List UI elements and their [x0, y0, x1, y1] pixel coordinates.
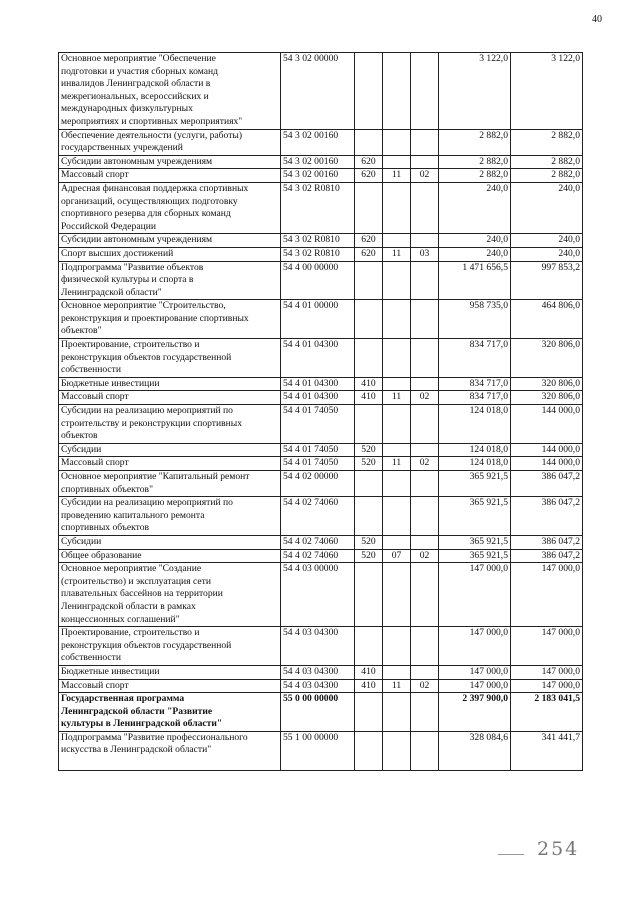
row-code-cell: 54 3 02 R0810 [281, 247, 355, 261]
row-name-cell: Общее образование [59, 549, 281, 563]
row-name-cell: Субсидии [59, 443, 281, 457]
row-expense-type-cell [355, 182, 383, 233]
row-sum-year1-cell: 147 000,0 [439, 627, 511, 666]
row-subsection-cell [411, 377, 439, 391]
row-subsection-cell [411, 471, 439, 497]
table-row [59, 129, 583, 155]
row-sum-year1-cell: 124 018,0 [439, 443, 511, 457]
row-section-cell [383, 405, 411, 444]
row-sum-year2-cell: 144 000,0 [511, 405, 583, 444]
row-code-cell: 55 0 00 00000 [281, 693, 355, 732]
row-name-cell: Массовый спорт [59, 391, 281, 405]
row-sum-year1-cell: 2 882,0 [439, 129, 511, 155]
row-section-cell [383, 563, 411, 627]
row-code-cell: 54 4 01 74050 [281, 457, 355, 471]
row-subsection-cell [411, 234, 439, 248]
row-sum-year2-cell: 2 882,0 [511, 169, 583, 183]
row-code-cell: 55 1 00 00000 [281, 731, 355, 770]
row-name-cell: Массовый спорт [59, 679, 281, 693]
row-code-cell: 54 4 01 04300 [281, 377, 355, 391]
row-section-cell [383, 53, 411, 130]
row-expense-type-cell [355, 627, 383, 666]
table-row [59, 731, 583, 770]
row-expense-type-cell: 620 [355, 169, 383, 183]
row-code-cell: 54 4 03 04300 [281, 665, 355, 679]
table-row [59, 549, 583, 563]
table-row [59, 339, 583, 378]
row-sum-year2-cell: 240,0 [511, 182, 583, 233]
row-subsection-cell: 02 [411, 549, 439, 563]
row-section-cell [383, 182, 411, 233]
row-subsection-cell: 02 [411, 679, 439, 693]
row-sum-year2-cell: 386 047,2 [511, 471, 583, 497]
table-row [59, 679, 583, 693]
table-row [59, 405, 583, 444]
row-subsection-cell [411, 665, 439, 679]
row-code-cell: 54 4 01 74050 [281, 443, 355, 457]
row-sum-year2-cell: 386 047,2 [511, 497, 583, 536]
row-section-cell [383, 665, 411, 679]
row-sum-year1-cell: 147 000,0 [439, 563, 511, 627]
row-name-cell: Субсидии [59, 535, 281, 549]
row-expense-type-cell: 410 [355, 377, 383, 391]
row-sum-year2-cell: 2 183 041,5 [511, 693, 583, 732]
row-sum-year1-cell: 124 018,0 [439, 457, 511, 471]
row-section-cell: 07 [383, 549, 411, 563]
row-sum-year1-cell: 834 717,0 [439, 391, 511, 405]
page-number: 40 [592, 14, 602, 25]
row-code-cell: 54 4 03 04300 [281, 627, 355, 666]
row-sum-year2-cell: 320 806,0 [511, 377, 583, 391]
row-code-cell: 54 3 02 00160 [281, 129, 355, 155]
row-section-cell [383, 627, 411, 666]
row-name-cell: Субсидии автономным учреждениям [59, 234, 281, 248]
row-sum-year1-cell: 365 921,5 [439, 471, 511, 497]
row-name-cell: Бюджетные инвестиции [59, 377, 281, 391]
row-subsection-cell [411, 563, 439, 627]
table-row [59, 53, 583, 130]
row-code-cell: 54 3 02 00160 [281, 155, 355, 169]
row-subsection-cell [411, 627, 439, 666]
row-sum-year2-cell: 240,0 [511, 234, 583, 248]
row-subsection-cell [411, 405, 439, 444]
page-stamp: 254 [537, 838, 580, 860]
row-sum-year2-cell: 2 882,0 [511, 155, 583, 169]
row-subsection-cell: 02 [411, 169, 439, 183]
row-code-cell: 54 4 00 00000 [281, 261, 355, 300]
row-name-cell: Субсидии на реализацию мероприятий по проведению капитального ремонта спортивных объектов [59, 497, 281, 536]
row-code-cell: 54 4 03 00000 [281, 563, 355, 627]
row-expense-type-cell [355, 563, 383, 627]
row-subsection-cell: 03 [411, 247, 439, 261]
row-name-cell: Государственная программа Ленинградской области "Развитие культуры в Ленинградской области" [59, 693, 281, 732]
row-sum-year1-cell: 240,0 [439, 182, 511, 233]
stamp-underline [498, 854, 524, 855]
row-expense-type-cell: 620 [355, 234, 383, 248]
row-name-cell: Основное мероприятие "Капитальный ремонт спортивных объектов" [59, 471, 281, 497]
row-expense-type-cell: 620 [355, 155, 383, 169]
row-section-cell [383, 731, 411, 770]
table-row [59, 471, 583, 497]
table-row [59, 627, 583, 666]
row-section-cell [383, 300, 411, 339]
row-sum-year1-cell: 147 000,0 [439, 665, 511, 679]
row-code-cell: 54 4 01 04300 [281, 391, 355, 405]
row-sum-year1-cell: 240,0 [439, 247, 511, 261]
budget-table [58, 52, 583, 771]
row-expense-type-cell [355, 129, 383, 155]
table-row [59, 457, 583, 471]
row-code-cell: 54 3 02 R0810 [281, 182, 355, 233]
row-section-cell [383, 339, 411, 378]
row-name-cell: Спорт высших достижений [59, 247, 281, 261]
row-section-cell [383, 497, 411, 536]
row-sum-year1-cell: 2 397 900,0 [439, 693, 511, 732]
row-sum-year1-cell: 328 084,6 [439, 731, 511, 770]
row-subsection-cell [411, 497, 439, 536]
row-section-cell [383, 234, 411, 248]
row-code-cell: 54 3 02 00000 [281, 53, 355, 130]
row-section-cell: 11 [383, 247, 411, 261]
row-sum-year2-cell: 144 000,0 [511, 443, 583, 457]
row-name-cell: Основное мероприятие "Создание (строительство) и эксплуатация сети плавательных бассейнов на территории Ленинградской области в рамках концессионных соглашений" [59, 563, 281, 627]
row-subsection-cell [411, 155, 439, 169]
row-code-cell: 54 4 02 74060 [281, 549, 355, 563]
row-sum-year1-cell: 147 000,0 [439, 679, 511, 693]
row-sum-year2-cell: 147 000,0 [511, 679, 583, 693]
row-section-cell [383, 443, 411, 457]
row-subsection-cell: 02 [411, 391, 439, 405]
table-body [59, 53, 583, 771]
row-sum-year2-cell: 320 806,0 [511, 339, 583, 378]
table-row [59, 169, 583, 183]
row-section-cell [383, 471, 411, 497]
row-sum-year2-cell: 147 000,0 [511, 627, 583, 666]
row-section-cell [383, 129, 411, 155]
table-row [59, 300, 583, 339]
row-name-cell: Адресная финансовая поддержка спортивных организаций, осуществляющих подготовку спортивного резерва для сборных команд Российской Федерации [59, 182, 281, 233]
row-code-cell: 54 4 01 74050 [281, 405, 355, 444]
row-sum-year1-cell: 365 921,5 [439, 549, 511, 563]
table-row [59, 261, 583, 300]
row-name-cell: Подпрограмма "Развитие объектов физической культуры и спорта в Ленинградской области" [59, 261, 281, 300]
row-sum-year2-cell: 341 441,7 [511, 731, 583, 770]
table-row [59, 182, 583, 233]
row-sum-year1-cell: 3 122,0 [439, 53, 511, 130]
row-name-cell: Проектирование, строительство и реконструкция объектов государственной собственности [59, 627, 281, 666]
row-sum-year1-cell: 2 882,0 [439, 169, 511, 183]
row-sum-year2-cell: 386 047,2 [511, 549, 583, 563]
row-code-cell: 54 4 02 00000 [281, 471, 355, 497]
row-sum-year2-cell: 147 000,0 [511, 665, 583, 679]
row-sum-year2-cell: 240,0 [511, 247, 583, 261]
row-sum-year2-cell: 464 806,0 [511, 300, 583, 339]
table-row [59, 155, 583, 169]
row-sum-year2-cell: 147 000,0 [511, 563, 583, 627]
row-subsection-cell [411, 261, 439, 300]
row-name-cell: Субсидии на реализацию мероприятий по строительству и реконструкции спортивных объектов [59, 405, 281, 444]
row-section-cell: 11 [383, 679, 411, 693]
row-subsection-cell: 02 [411, 457, 439, 471]
row-expense-type-cell: 410 [355, 391, 383, 405]
row-name-cell: Обеспечение деятельности (услуги, работы) государственных учреждений [59, 129, 281, 155]
row-code-cell: 54 3 02 R0810 [281, 234, 355, 248]
row-subsection-cell [411, 300, 439, 339]
row-section-cell: 11 [383, 391, 411, 405]
row-expense-type-cell: 520 [355, 457, 383, 471]
row-expense-type-cell [355, 339, 383, 378]
row-name-cell: Основное мероприятие "Строительство, реконструкция и проектирование спортивных объектов" [59, 300, 281, 339]
row-expense-type-cell: 520 [355, 443, 383, 457]
table-row [59, 563, 583, 627]
row-sum-year2-cell: 144 000,0 [511, 457, 583, 471]
row-subsection-cell [411, 693, 439, 732]
table-row [59, 535, 583, 549]
row-name-cell: Массовый спорт [59, 169, 281, 183]
row-sum-year1-cell: 834 717,0 [439, 339, 511, 378]
row-subsection-cell [411, 53, 439, 130]
row-name-cell: Субсидии автономным учреждениям [59, 155, 281, 169]
row-sum-year2-cell: 2 882,0 [511, 129, 583, 155]
table-row [59, 665, 583, 679]
row-name-cell: Массовый спорт [59, 457, 281, 471]
row-expense-type-cell: 520 [355, 535, 383, 549]
row-name-cell: Проектирование, строительство и реконструкция объектов государственной собственности [59, 339, 281, 378]
row-code-cell: 54 4 03 04300 [281, 679, 355, 693]
row-sum-year1-cell: 240,0 [439, 234, 511, 248]
row-subsection-cell [411, 129, 439, 155]
row-section-cell [383, 693, 411, 732]
row-expense-type-cell: 410 [355, 665, 383, 679]
row-subsection-cell [411, 731, 439, 770]
table-row [59, 247, 583, 261]
row-sum-year2-cell: 997 853,2 [511, 261, 583, 300]
table-row [59, 377, 583, 391]
row-section-cell: 11 [383, 169, 411, 183]
row-expense-type-cell [355, 471, 383, 497]
row-subsection-cell [411, 182, 439, 233]
table-row [59, 234, 583, 248]
row-section-cell [383, 377, 411, 391]
table-row [59, 443, 583, 457]
row-expense-type-cell [355, 300, 383, 339]
table-row [59, 693, 583, 732]
row-expense-type-cell [355, 731, 383, 770]
row-section-cell: 11 [383, 457, 411, 471]
row-sum-year1-cell: 834 717,0 [439, 377, 511, 391]
row-code-cell: 54 4 01 00000 [281, 300, 355, 339]
row-expense-type-cell [355, 53, 383, 130]
row-subsection-cell [411, 443, 439, 457]
table-row [59, 391, 583, 405]
row-expense-type-cell [355, 405, 383, 444]
row-sum-year1-cell: 365 921,5 [439, 497, 511, 536]
row-sum-year2-cell: 3 122,0 [511, 53, 583, 130]
row-section-cell [383, 535, 411, 549]
table-row [59, 497, 583, 536]
row-name-cell: Подпрограмма "Развитие профессионального искусства в Ленинградской области" [59, 731, 281, 770]
row-expense-type-cell [355, 497, 383, 536]
row-subsection-cell [411, 535, 439, 549]
row-expense-type-cell [355, 693, 383, 732]
row-section-cell [383, 155, 411, 169]
row-section-cell [383, 261, 411, 300]
row-expense-type-cell: 620 [355, 247, 383, 261]
row-expense-type-cell: 520 [355, 549, 383, 563]
row-sum-year1-cell: 2 882,0 [439, 155, 511, 169]
row-code-cell: 54 4 02 74060 [281, 535, 355, 549]
row-sum-year1-cell: 365 921,5 [439, 535, 511, 549]
row-name-cell: Основное мероприятие "Обеспечение подготовки и участия сборных команд инвалидов Ленинградской области в межрегиональных, всероссийских и международных физкультурных мероприятиях и спортивных мероприятиях" [59, 53, 281, 130]
row-sum-year2-cell: 386 047,2 [511, 535, 583, 549]
row-code-cell: 54 4 01 04300 [281, 339, 355, 378]
row-sum-year1-cell: 124 018,0 [439, 405, 511, 444]
row-code-cell: 54 4 02 74060 [281, 497, 355, 536]
row-expense-type-cell: 410 [355, 679, 383, 693]
row-expense-type-cell [355, 261, 383, 300]
row-name-cell: Бюджетные инвестиции [59, 665, 281, 679]
row-sum-year1-cell: 958 735,0 [439, 300, 511, 339]
row-code-cell: 54 3 02 00160 [281, 169, 355, 183]
row-sum-year1-cell: 1 471 656,5 [439, 261, 511, 300]
row-sum-year2-cell: 320 806,0 [511, 391, 583, 405]
row-subsection-cell [411, 339, 439, 378]
